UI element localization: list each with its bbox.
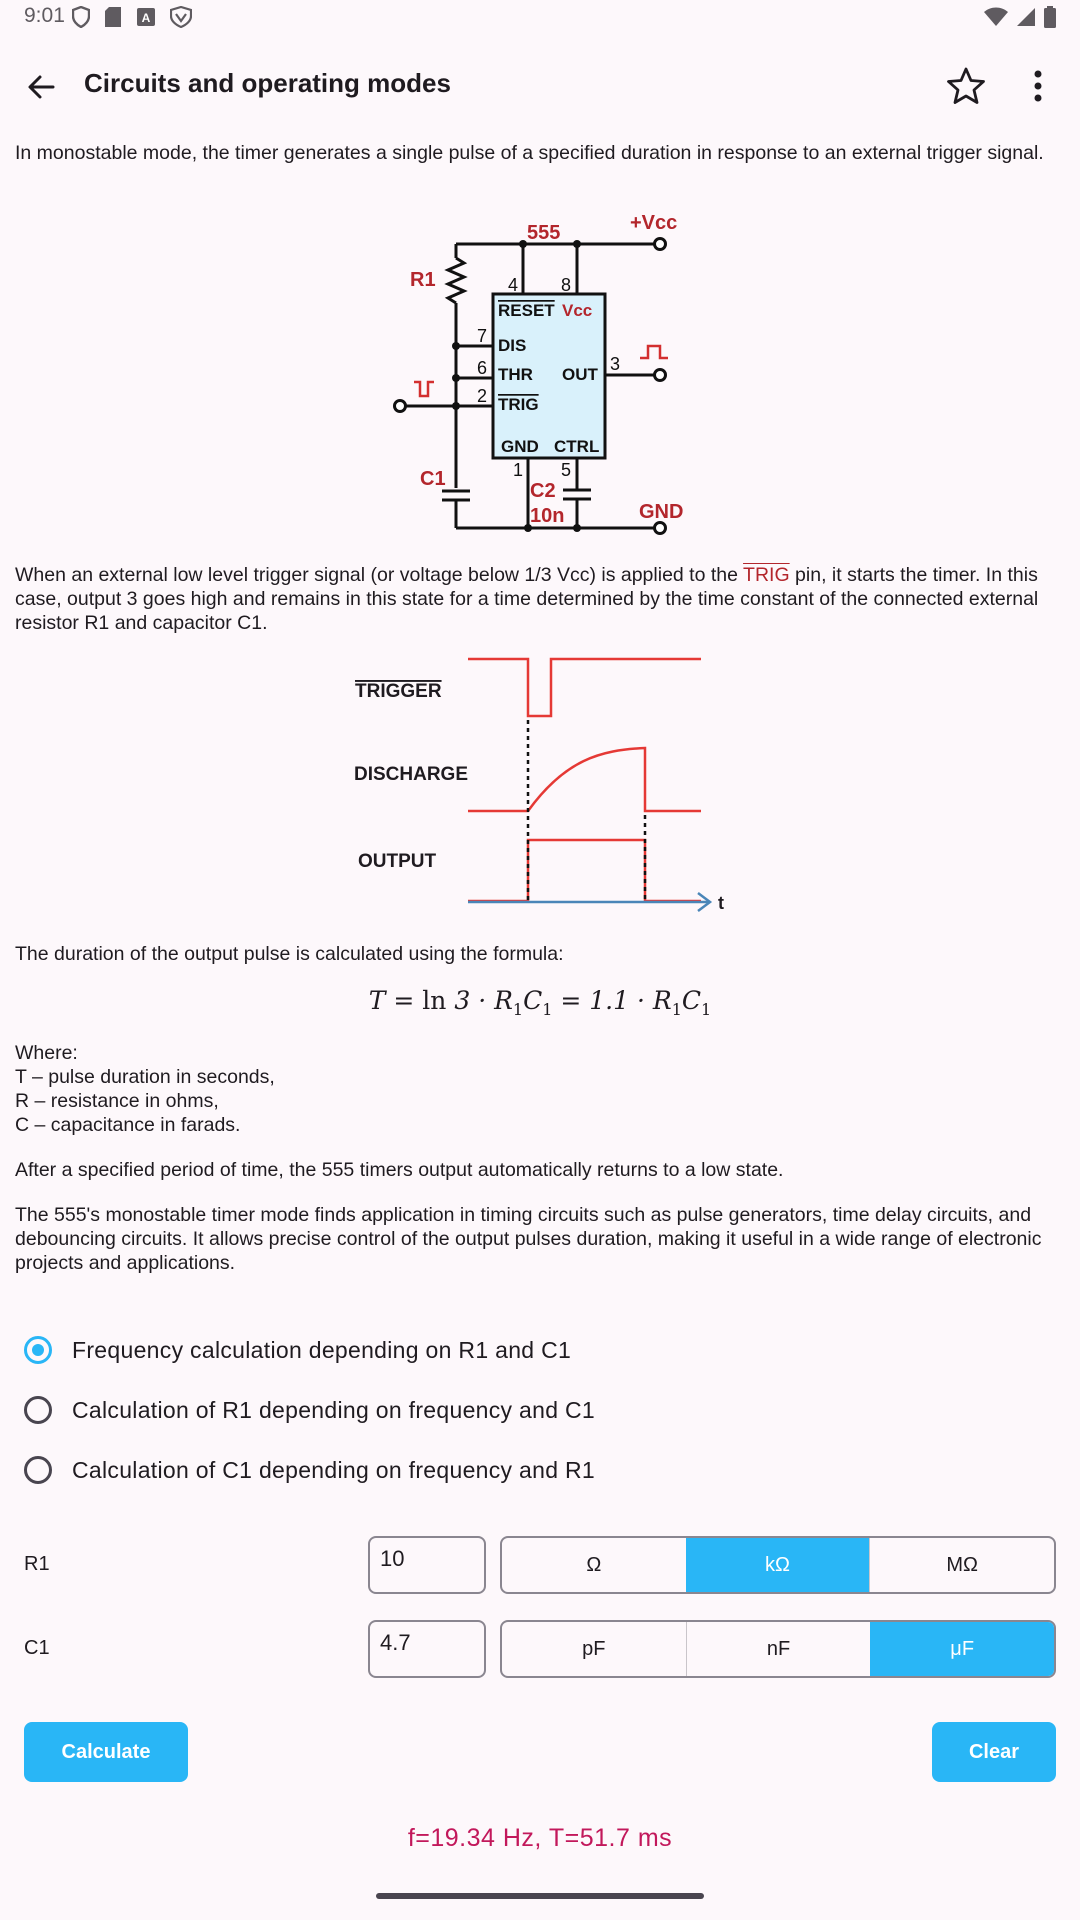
trigger-text-part-2: pin, it starts the timer. In this case, output 3 goes high and remains in this state for a time determined by the time constant of the connected external resistor R1 and capacitor C1. xyxy=(15,564,1039,634)
pin-7: 7 xyxy=(477,326,488,346)
radio-button[interactable] xyxy=(24,1456,52,1484)
c1-unit-selector xyxy=(500,1620,1056,1678)
where-item: C – capacitance in farads. xyxy=(15,1114,241,1136)
formula-intro-text: The duration of the output pulse is calculated using the formula: xyxy=(15,943,564,965)
vcc-pin-label: Vcc xyxy=(562,301,593,320)
after-paragraph xyxy=(15,1158,1060,1182)
formula-lhs: T = xyxy=(368,986,423,1015)
formula-sub: 1 xyxy=(512,1000,524,1019)
r1-label: R1 xyxy=(410,269,436,291)
after-text: After a specified period of time, the 555 timers output automatically returns to a low state. xyxy=(15,1159,784,1181)
out-label: OUT xyxy=(562,365,598,384)
dis-label: DIS xyxy=(498,336,527,355)
r1-unit-selector xyxy=(500,1536,1056,1594)
radio-option-c1[interactable] xyxy=(24,1450,595,1490)
calculate-button[interactable]: Calculate xyxy=(24,1722,188,1782)
ctrl-label: CTRL xyxy=(554,437,600,456)
star-outline-icon xyxy=(944,64,988,108)
radio-button-selected[interactable] xyxy=(24,1336,52,1364)
pin-1: 1 xyxy=(513,460,524,480)
pin-3: 3 xyxy=(610,354,621,374)
unit-option-uf[interactable]: μF xyxy=(870,1622,1054,1676)
a-box-icon xyxy=(136,7,156,27)
application-paragraph xyxy=(15,1203,1060,1275)
pulse-formula xyxy=(0,986,1080,1019)
radio-option-r1[interactable] xyxy=(24,1390,595,1430)
back-button[interactable] xyxy=(20,66,62,108)
reset-label: RESET xyxy=(498,301,555,320)
r1-value-input[interactable]: 10 xyxy=(368,1536,486,1594)
unit-option-ohm[interactable]: Ω xyxy=(586,1553,602,1576)
formula-sub: 1 xyxy=(701,1000,712,1019)
battery-icon xyxy=(1044,6,1056,28)
vcc-label: +Vcc xyxy=(630,212,678,234)
home-indicator[interactable] xyxy=(376,1893,704,1899)
trigger-text xyxy=(15,563,1060,635)
formula-sub: 1 xyxy=(671,1000,682,1019)
favorite-button[interactable] xyxy=(944,64,988,108)
radio-label: Calculation of C1 depending on frequency and R1 xyxy=(72,1456,596,1483)
timing-t-label: t xyxy=(718,893,724,913)
pin-5: 5 xyxy=(561,460,572,480)
pin-8: 8 xyxy=(561,275,572,295)
result-text: f=19.34 Hz, T=51.7 ms xyxy=(407,1824,673,1852)
app-bar xyxy=(0,36,1080,132)
timing-discharge-label: DISCHARGE xyxy=(354,764,469,785)
sd-card-icon xyxy=(104,6,122,28)
radio-label: Calculation of R1 depending on frequency and C1 xyxy=(72,1396,596,1423)
page-title: Circuits and operating modes xyxy=(84,68,451,98)
unit-option-mohm[interactable]: MΩ xyxy=(869,1538,1054,1592)
status-time: 9:01 xyxy=(24,4,65,27)
c1-label: C1 xyxy=(24,1637,50,1659)
c1-value-input[interactable]: 4.7 xyxy=(368,1620,486,1678)
radio-option-frequency[interactable] xyxy=(24,1330,571,1370)
shield-icon xyxy=(72,6,90,28)
c2-value: 10n xyxy=(530,505,565,527)
gnd-pin-label: GND xyxy=(501,437,539,456)
more-options-button[interactable] xyxy=(1018,64,1058,108)
unit-option-pf[interactable]: pF xyxy=(582,1637,606,1660)
pin-2: 2 xyxy=(477,386,488,406)
back-arrow-icon xyxy=(27,73,55,101)
svg-text:A: A xyxy=(141,11,151,25)
c2-label: C2 xyxy=(530,480,556,502)
timing-diagram xyxy=(340,650,740,920)
c1-label: C1 xyxy=(420,468,446,490)
formula-mid: 3 · R xyxy=(446,986,513,1015)
clear-button[interactable]: Clear xyxy=(932,1722,1056,1782)
where-item: R – resistance in ohms, xyxy=(15,1090,219,1112)
pin-4: 4 xyxy=(508,275,519,295)
circuit-diagram xyxy=(380,208,700,538)
where-list xyxy=(15,1041,1060,1137)
radio-button[interactable] xyxy=(24,1396,52,1424)
signal-icon xyxy=(1016,7,1036,27)
application-text: The 555's monostable timer mode finds application in timing circuits such as pulse generators, time delay circuits, and debouncing circuits. It allows precise control of the output pulses duration, making it useful in a wide range of electronic projects and applications. xyxy=(15,1204,1042,1274)
where-item: T – pulse duration in seconds, xyxy=(15,1066,275,1088)
formula-c: C xyxy=(681,986,702,1015)
formula-sub: 1 xyxy=(542,1000,553,1019)
trigger-paragraph xyxy=(15,563,1060,635)
intro-text: In monostable mode, the timer generates a single pulse of a specified duration in response to an external trigger signal. xyxy=(15,142,1044,164)
r1-label: R1 xyxy=(24,1553,50,1575)
more-vert-icon xyxy=(1018,64,1058,108)
formula-eq: = 1.1 · R xyxy=(552,986,672,1015)
thr-label: THR xyxy=(498,365,533,384)
radio-label: Frequency calculation depending on R1 and C1 xyxy=(72,1336,572,1363)
trig-pin-name: TRIG xyxy=(743,564,790,586)
unit-option-nf[interactable]: nF xyxy=(686,1622,871,1676)
unit-option-kohm[interactable]: kΩ xyxy=(686,1538,870,1592)
timing-trigger-label: TRIGGER xyxy=(355,681,442,702)
wifi-icon xyxy=(984,7,1008,27)
chip-label: 555 xyxy=(527,222,561,244)
formula-intro xyxy=(15,942,1060,966)
pin-6: 6 xyxy=(477,358,488,378)
intro-paragraph xyxy=(15,141,1060,165)
status-bar xyxy=(0,0,1080,36)
formula-c: C xyxy=(523,986,543,1015)
trig-label: TRIG xyxy=(498,395,539,414)
vpn-icon xyxy=(170,6,192,28)
where-heading: Where: xyxy=(15,1042,78,1064)
formula-ln: ln xyxy=(422,986,447,1015)
trigger-text-part-1: When an external low level trigger signal (or voltage below 1/3 Vcc) is applied to the xyxy=(15,564,744,586)
timing-output-label: OUTPUT xyxy=(358,851,437,872)
gnd-label: GND xyxy=(639,501,684,523)
